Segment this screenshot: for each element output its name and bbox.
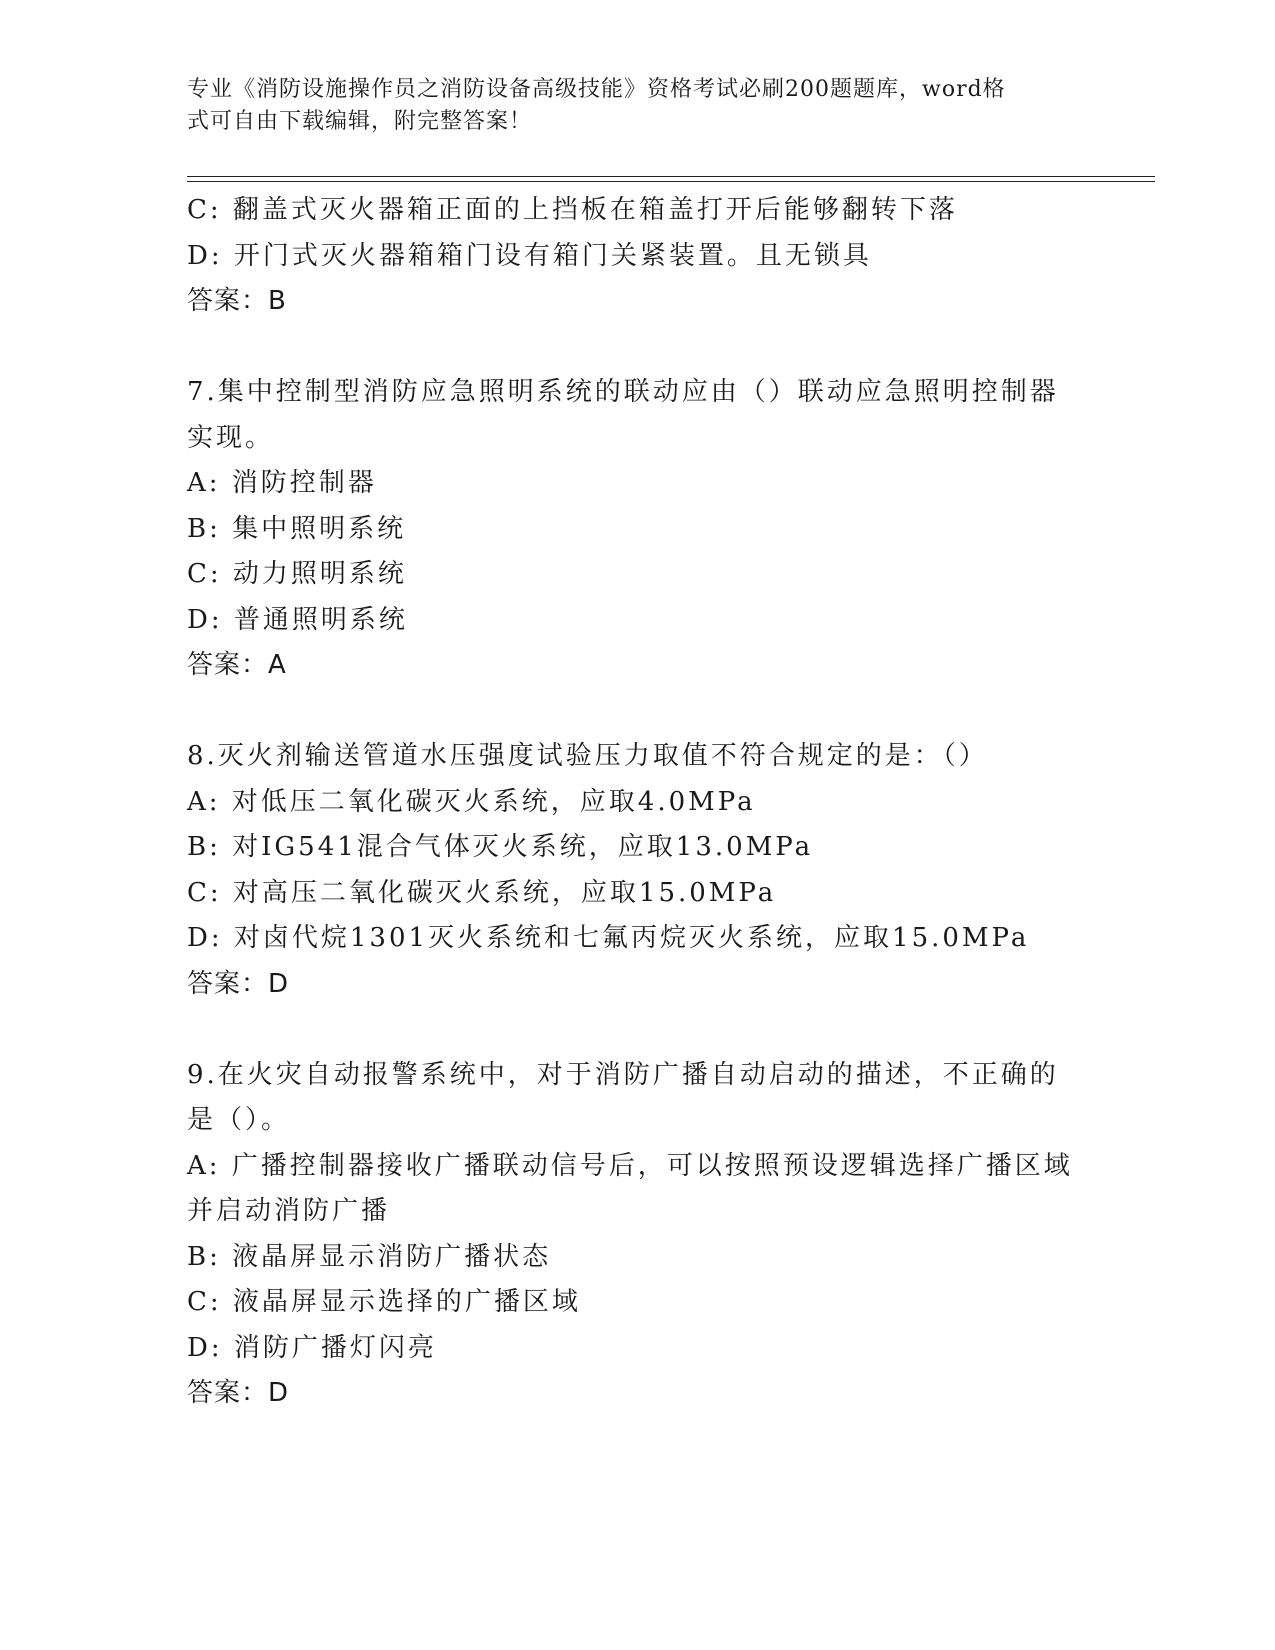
option-b: B: 对IG541混合气体灭火系统，应取13.0MPa: [187, 832, 814, 862]
question-stem: 8.灭火剂输送管道水压强度试验压力取值不符合规定的是：（）: [187, 741, 988, 771]
question-stem: 9.在火灾自动报警系统中，对于消防广播自动启动的描述，不正确的: [187, 1059, 1059, 1090]
option-c: C: 液晶屏显示选择的广播区域: [187, 1287, 581, 1317]
question-stem: 7.集中控制型消防应急照明系统的联动应由（）联动应急照明控制器: [187, 377, 1059, 407]
question-7: [187, 370, 1087, 689]
answer-line: 答案：D: [187, 1378, 290, 1408]
question-8: [187, 734, 1087, 1007]
option-b: B: 集中照明系统: [187, 513, 407, 544]
spacer: [187, 689, 1087, 735]
question-6-continued: [187, 188, 1087, 325]
option-d: D: 消防广播灯闪亮: [187, 1332, 437, 1363]
header-rule-bottom: [187, 181, 1155, 182]
option-c: C: 对高压二氧化碳灭火系统，应取15.0MPa: [187, 877, 777, 908]
question-stem-continued: 是（）。: [187, 1105, 291, 1135]
option-d: D: 对卤代烷1301灭火系统和七氟丙烷灭火系统，应取15.0MPa: [187, 923, 1030, 953]
option-c: C: 翻盖式灭火器箱正面的上挡板在箱盖打开后能够翻转下落: [187, 195, 958, 225]
question-9: [187, 1053, 1087, 1417]
question-stem-continued: 实现。: [187, 422, 275, 453]
option-d: D: 开门式灭火器箱箱门设有箱门关紧装置。且无锁具: [187, 240, 872, 271]
answer-line: 答案：B: [187, 286, 287, 316]
header-line-2: 式可自由下载编辑，附完整答案！: [187, 109, 533, 134]
option-c: C: 动力照明系统: [187, 559, 407, 589]
question-content: [187, 188, 1087, 1417]
answer-line: 答案：A: [187, 650, 287, 680]
option-a: A: 消防控制器: [187, 468, 377, 498]
option-b: B: 液晶屏显示消防广播状态: [187, 1241, 552, 1272]
answer-line: 答案：D: [187, 968, 290, 999]
option-a-continued: 并启动消防广播: [187, 1196, 391, 1226]
spacer: [187, 325, 1087, 371]
option-a: A: 广播控制器接收广播联动信号后，可以按照预设逻辑选择广播区域: [187, 1150, 1073, 1181]
document-header: [187, 74, 1087, 138]
option-a: A: 对低压二氧化碳灭火系统，应取4.0MPa: [187, 786, 756, 817]
header-line-1: 专业《消防设施操作员之消防设备高级技能》资格考试必刷200题题库，word格: [187, 77, 1006, 102]
spacer: [187, 1007, 1087, 1053]
option-d: D: 普通照明系统: [187, 604, 408, 635]
header-rule-top: [187, 176, 1155, 177]
